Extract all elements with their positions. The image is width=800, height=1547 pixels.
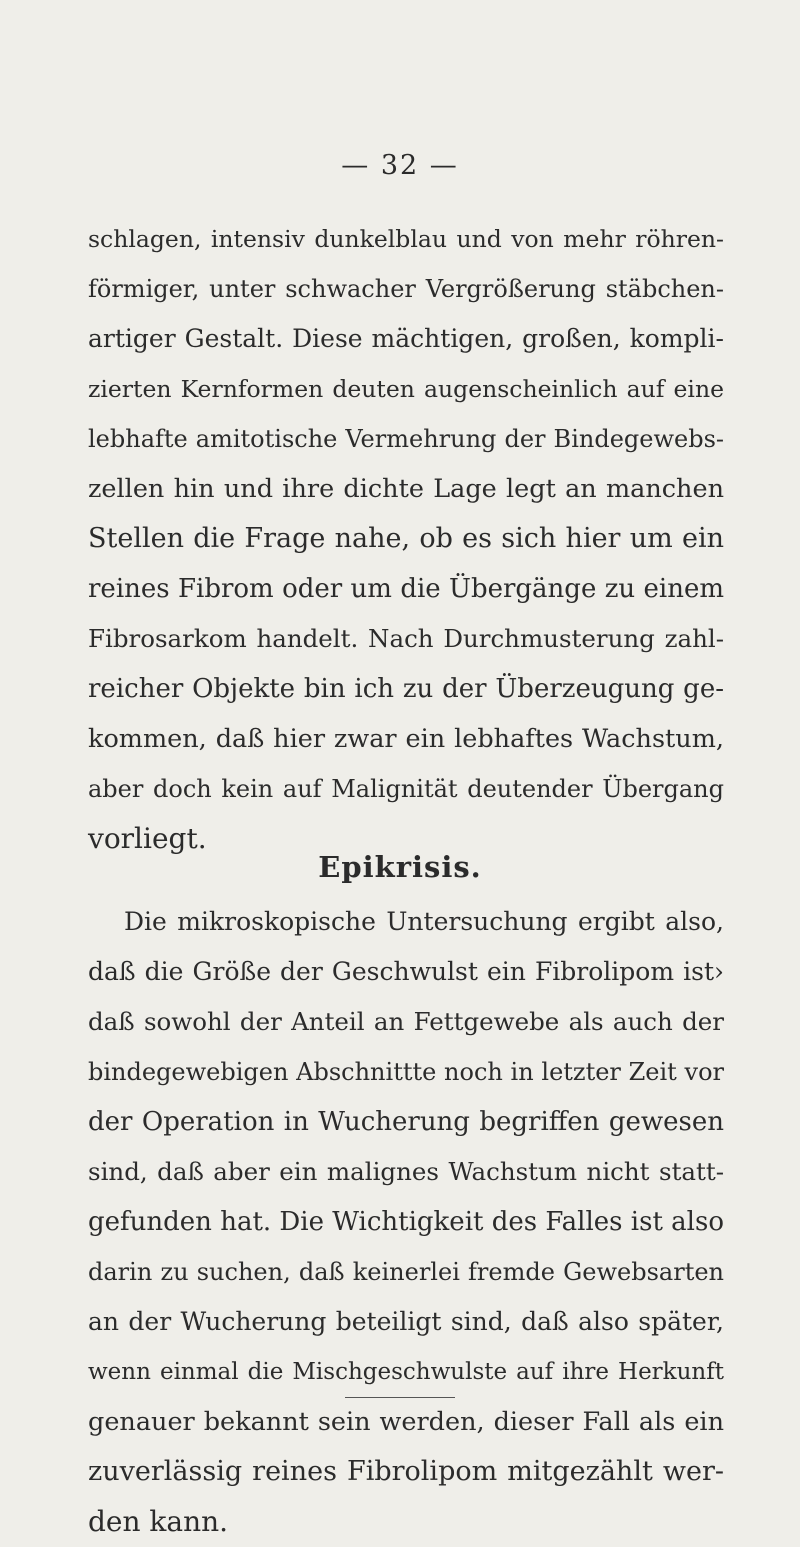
text-line: artiger Gestalt. Diese mächtigen, großen, kompli- bbox=[88, 324, 724, 353]
end-rule-divider bbox=[345, 1397, 455, 1398]
paragraph-1 bbox=[88, 214, 724, 864]
page-number: — 32 — bbox=[341, 150, 459, 181]
text-line: bindegewebigen Abschnittte noch in letzter Zeit vor bbox=[88, 1058, 724, 1086]
text-line: förmiger, unter schwacher Vergrößerung stäbchen- bbox=[88, 275, 724, 303]
text-line: wenn einmal die Mischgeschwulste auf ihre Herkunft bbox=[88, 1359, 724, 1385]
text-line: an der Wucherung beteiligt sind, daß also später, bbox=[88, 1307, 724, 1336]
text-line: vorliegt. bbox=[88, 822, 207, 855]
text-line: darin zu suchen, daß keinerlei fremde Gewebsarten bbox=[88, 1258, 724, 1286]
text-line: daß die Größe der Geschwulst ein Fibrolipom ist› bbox=[88, 957, 724, 986]
text-line: der Operation in Wucherung begriffen gewesen bbox=[88, 1107, 724, 1137]
text-line: den kann. bbox=[88, 1505, 229, 1538]
text-line: kommen, daß hier zwar ein lebhaftes Wachstum, bbox=[88, 724, 724, 754]
text-line: Stellen die Frage nahe, ob es sich hier um ein bbox=[88, 523, 724, 554]
text-line: zuverlässig reines Fibrolipom mitgezählt wer- bbox=[88, 1456, 724, 1487]
text-line: reicher Objekte bin ich zu der Überzeugung ge- bbox=[88, 674, 724, 704]
text-line: Die mikroskopische Untersuchung ergibt also, bbox=[124, 907, 724, 936]
text-line: Fibrosarkom handelt. Nach Durchmusterung zahl- bbox=[88, 624, 724, 653]
text-line: genauer bekannt sein werden, dieser Fall als ein bbox=[88, 1407, 724, 1437]
text-line: aber doch kein auf Malignität deutender Übergang bbox=[88, 775, 724, 803]
text-line: lebhafte amitotische Vermehrung der Bindegewebs- bbox=[88, 425, 724, 453]
text-line: schlagen, intensiv dunkelblau und von mehr röhren- bbox=[88, 225, 724, 253]
text-line: zellen hin und ihre dichte Lage legt an manchen bbox=[88, 474, 724, 504]
paragraph-2 bbox=[88, 897, 724, 1547]
text-line: sind, daß aber ein malignes Wachstum nicht statt- bbox=[88, 1157, 724, 1186]
text-line: reines Fibrom oder um die Übergänge zu einem bbox=[88, 574, 724, 604]
section-heading: Epikrisis. bbox=[318, 850, 482, 884]
text-line: zierten Kernformen deuten augenscheinlich auf eine bbox=[88, 375, 724, 403]
text-line: gefunden hat. Die Wichtigkeit des Falles ist also bbox=[88, 1207, 724, 1237]
text-line: daß sowohl der Anteil an Fettgewebe als auch der bbox=[88, 1007, 724, 1036]
